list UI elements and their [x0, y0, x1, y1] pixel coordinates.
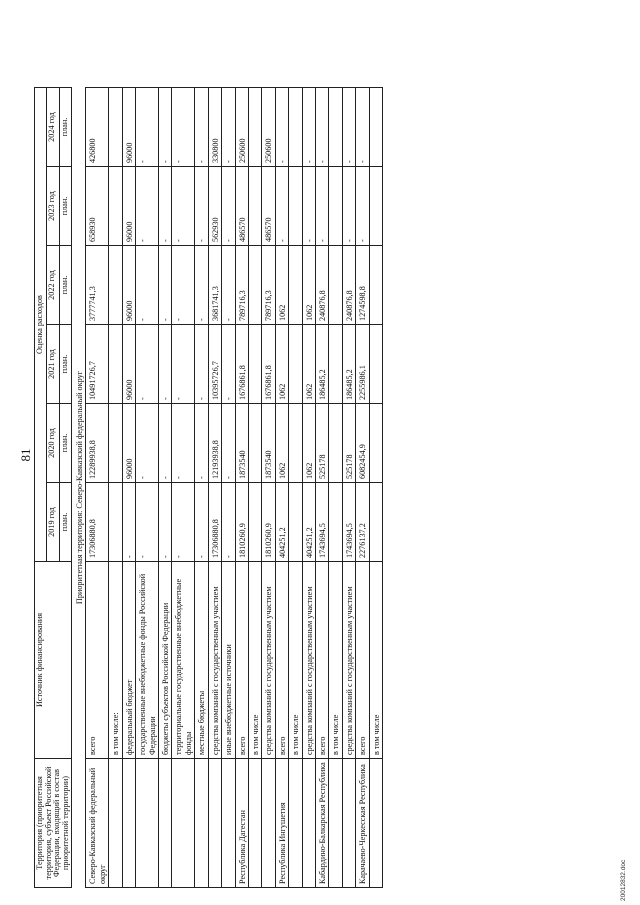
value-cell: [329, 404, 342, 483]
source-name: федеральный бюджет: [122, 562, 135, 759]
value-cell: -: [342, 167, 355, 246]
value-cell: 1873540: [235, 404, 248, 483]
territory-empty: [195, 759, 208, 888]
value-cell: 250600: [262, 88, 275, 167]
value-cell: -: [158, 88, 171, 167]
value-cell: 3681741,3: [208, 246, 221, 325]
value-cell: 17306880,8: [208, 483, 221, 562]
value-cell: -: [342, 88, 355, 167]
value-cell: 486570: [262, 167, 275, 246]
value-cell: 6082454,9: [356, 404, 369, 483]
plan-label: план.: [59, 404, 72, 483]
value-cell: [109, 483, 122, 562]
value-cell: -: [195, 167, 208, 246]
territory-empty: [222, 759, 235, 888]
value-cell: 1274598,8: [356, 246, 369, 325]
territory-empty: [369, 759, 382, 888]
value-cell: 96000: [122, 246, 135, 325]
value-cell: [289, 167, 302, 246]
value-cell: 525178: [316, 404, 329, 483]
value-cell: 10491726,7: [86, 325, 109, 404]
value-cell: 1676861,8: [262, 325, 275, 404]
table-row: [195, 88, 208, 888]
value-cell: [248, 483, 261, 562]
table-body: [72, 88, 383, 888]
source-name: средства компаний с государственным участием: [302, 562, 315, 759]
source-name: всего: [275, 562, 288, 759]
year-2023: 2023 год: [47, 167, 59, 246]
value-cell: 96000: [122, 325, 135, 404]
value-cell: 10395726,7: [208, 325, 221, 404]
header-source: Источник финансирования: [35, 562, 72, 759]
file-name: 20012832.doc: [620, 859, 627, 901]
value-cell: [248, 325, 261, 404]
table-row: [248, 88, 261, 888]
source-name: всего: [356, 562, 369, 759]
value-cell: [248, 88, 261, 167]
value-cell: -: [222, 325, 235, 404]
value-cell: 1810260,9: [262, 483, 275, 562]
value-cell: [289, 325, 302, 404]
year-2019: 2019 год: [47, 483, 59, 562]
territory-empty: [158, 759, 171, 888]
year-2024: 2024 год: [47, 88, 59, 167]
territory-empty: [208, 759, 221, 888]
table-row: [109, 88, 122, 888]
plan-label: план.: [59, 483, 72, 562]
page-number: 81: [18, 448, 33, 462]
territory-empty: [289, 759, 302, 888]
value-cell: 17306880,8: [86, 483, 109, 562]
value-cell: -: [222, 483, 235, 562]
source-name: средства компаний с государственным участием: [262, 562, 275, 759]
table-row: [122, 88, 135, 888]
value-cell: [329, 167, 342, 246]
source-name: территориальные государственные внебюджетные фонды: [172, 562, 195, 759]
value-cell: [289, 404, 302, 483]
value-cell: -: [195, 404, 208, 483]
source-name: в том числе: [369, 562, 382, 759]
table-row: [262, 88, 275, 888]
table-row: [275, 88, 288, 888]
plan-label: план.: [59, 88, 72, 167]
source-name: в том числе:: [109, 562, 122, 759]
territory-empty: [262, 759, 275, 888]
value-cell: 1676861,8: [235, 325, 248, 404]
territory-name: Республика Дагестан: [235, 759, 248, 888]
value-cell: -: [172, 246, 195, 325]
table-row: [235, 88, 248, 888]
value-cell: 96000: [122, 167, 135, 246]
source-name: государственные внебюджетные фонды Российской Федерации: [136, 562, 159, 759]
year-2020: 2020 год: [47, 404, 59, 483]
table-row: [342, 88, 355, 888]
value-cell: 562930: [208, 167, 221, 246]
value-cell: 658930: [86, 167, 109, 246]
value-cell: -: [158, 246, 171, 325]
plan-label: план.: [59, 246, 72, 325]
value-cell: -: [136, 167, 159, 246]
value-cell: 1062: [302, 246, 315, 325]
table-row: [356, 88, 369, 888]
value-cell: [369, 88, 382, 167]
value-cell: -: [195, 246, 208, 325]
value-cell: -: [222, 88, 235, 167]
source-name: бюджеты субъектов Российской Федерации: [158, 562, 171, 759]
value-cell: 1062: [275, 325, 288, 404]
value-cell: 789716,3: [262, 246, 275, 325]
value-cell: -: [172, 325, 195, 404]
source-name: средства компаний с государственным участием: [208, 562, 221, 759]
territory-name: Северо-Кавказский федеральный округ: [86, 759, 109, 888]
value-cell: [329, 246, 342, 325]
value-cell: -: [158, 325, 171, 404]
source-name: всего: [86, 562, 109, 759]
value-cell: -: [316, 88, 329, 167]
value-cell: -: [222, 167, 235, 246]
header-estimate: Оценка расходов: [35, 88, 47, 562]
territory-empty: [122, 759, 135, 888]
value-cell: 240876,8: [316, 246, 329, 325]
value-cell: 486570: [235, 167, 248, 246]
value-cell: [369, 246, 382, 325]
value-cell: 1743694,5: [342, 483, 355, 562]
value-cell: 789716,3: [235, 246, 248, 325]
source-name: иные внебюджетные источники: [222, 562, 235, 759]
territory-empty: [248, 759, 261, 888]
value-cell: 1743694,5: [316, 483, 329, 562]
territory-name: Карачаево-Черкесская Республика: [356, 759, 369, 888]
value-cell: 2255986,1: [356, 325, 369, 404]
value-cell: -: [136, 325, 159, 404]
value-cell: [329, 325, 342, 404]
header-territory: Территория (приоритетная территория, субъект Российской Федерации, входящий в состав приоритетной территории): [35, 759, 72, 888]
value-cell: -: [222, 246, 235, 325]
value-cell: -: [172, 88, 195, 167]
year-2021: 2021 год: [47, 325, 59, 404]
value-cell: [369, 483, 382, 562]
value-cell: 1873540: [262, 404, 275, 483]
priority-row: [72, 88, 86, 888]
value-cell: 186485,2: [342, 325, 355, 404]
value-cell: -: [136, 88, 159, 167]
value-cell: [109, 404, 122, 483]
value-cell: -: [136, 246, 159, 325]
source-name: местные бюджеты: [195, 562, 208, 759]
territory-empty: [109, 759, 122, 888]
value-cell: [329, 483, 342, 562]
table-row: [302, 88, 315, 888]
value-cell: [329, 88, 342, 167]
value-cell: [289, 483, 302, 562]
priority-title: Приоритетная территория: Северо-Кавказский федеральный округ: [75, 370, 85, 605]
plan-label: план.: [59, 167, 72, 246]
value-cell: -: [122, 483, 135, 562]
source-name: в том числе: [289, 562, 302, 759]
source-name: в том числе: [329, 562, 342, 759]
value-cell: -: [195, 88, 208, 167]
value-cell: 12289938,8: [86, 404, 109, 483]
source-name: всего: [235, 562, 248, 759]
territory-empty: [329, 759, 342, 888]
source-name: средства компаний с государственным участием: [342, 562, 355, 759]
source-name: в том числе: [248, 562, 261, 759]
value-cell: 525178: [342, 404, 355, 483]
table-row: [222, 88, 235, 888]
value-cell: [248, 167, 261, 246]
table-row: [369, 88, 382, 888]
value-cell: 404251,2: [275, 483, 288, 562]
table-row: [172, 88, 195, 888]
value-cell: 186485,2: [316, 325, 329, 404]
table-row: [136, 88, 159, 888]
territory-empty: [136, 759, 159, 888]
table-row: [316, 88, 329, 888]
table-row: [86, 88, 109, 888]
value-cell: -: [136, 483, 159, 562]
value-cell: -: [136, 404, 159, 483]
value-cell: 3777741,3: [86, 246, 109, 325]
table-row: [289, 88, 302, 888]
value-cell: [109, 325, 122, 404]
value-cell: [248, 246, 261, 325]
table-row: [158, 88, 171, 888]
source-name: всего: [316, 562, 329, 759]
value-cell: -: [316, 167, 329, 246]
value-cell: 2276137,2: [356, 483, 369, 562]
value-cell: [289, 246, 302, 325]
value-cell: -: [302, 167, 315, 246]
value-cell: 330800: [208, 88, 221, 167]
value-cell: 96000: [122, 88, 135, 167]
value-cell: -: [172, 167, 195, 246]
value-cell: -: [172, 483, 195, 562]
header-row-1: [35, 88, 47, 888]
territory-name: Республика Ингушетия: [275, 759, 288, 888]
year-2022: 2022 год: [47, 246, 59, 325]
value-cell: [109, 167, 122, 246]
territory-empty: [302, 759, 315, 888]
table-row: [208, 88, 221, 888]
value-cell: -: [222, 404, 235, 483]
expense-table: [34, 87, 383, 888]
value-cell: [109, 246, 122, 325]
value-cell: -: [172, 404, 195, 483]
value-cell: 250600: [235, 88, 248, 167]
plan-label: план.: [59, 325, 72, 404]
territory-empty: [342, 759, 355, 888]
value-cell: -: [275, 88, 288, 167]
value-cell: -: [195, 325, 208, 404]
territory-empty: [172, 759, 195, 888]
value-cell: -: [356, 88, 369, 167]
value-cell: -: [158, 167, 171, 246]
value-cell: -: [275, 167, 288, 246]
value-cell: [369, 167, 382, 246]
value-cell: -: [158, 483, 171, 562]
table-row: [329, 88, 342, 888]
value-cell: 240876,8: [342, 246, 355, 325]
value-cell: 1062: [302, 325, 315, 404]
value-cell: 1062: [302, 404, 315, 483]
value-cell: [248, 404, 261, 483]
value-cell: 12193938,8: [208, 404, 221, 483]
value-cell: 1062: [275, 246, 288, 325]
value-cell: -: [158, 404, 171, 483]
value-cell: [369, 325, 382, 404]
value-cell: -: [302, 88, 315, 167]
territory-name: Кабардино-Балкарская Республика: [316, 759, 329, 888]
value-cell: [289, 88, 302, 167]
value-cell: -: [356, 167, 369, 246]
value-cell: 1810260,9: [235, 483, 248, 562]
value-cell: 404251,2: [302, 483, 315, 562]
value-cell: [109, 88, 122, 167]
value-cell: -: [195, 483, 208, 562]
value-cell: 1062: [275, 404, 288, 483]
value-cell: 96000: [122, 404, 135, 483]
value-cell: [369, 404, 382, 483]
value-cell: 426800: [86, 88, 109, 167]
